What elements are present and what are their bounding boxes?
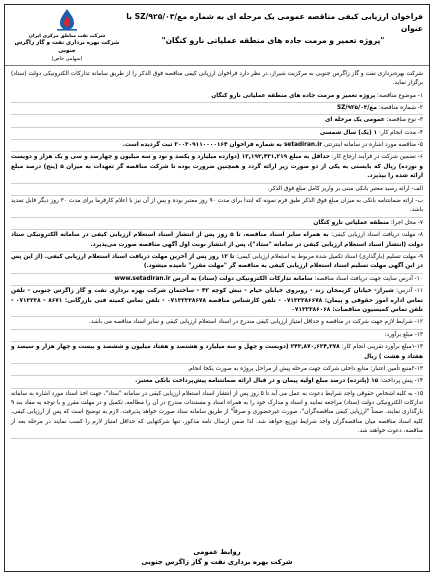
item-number: ۷ <box>419 219 423 226</box>
company-logo-block <box>11 8 123 62</box>
footer-company-name: شرکت بهره برداری نفت و گاز زاگرس جنوبی <box>141 557 293 566</box>
item-value: عمومی یک مرحله ای <box>325 117 385 124</box>
notice-item <box>11 103 423 115</box>
item-value: مع/۹۲۵/۰۳/SZ <box>336 104 377 111</box>
notice-item <box>11 330 423 342</box>
item-label: - محل اجرا: <box>390 219 420 226</box>
logo-company-line-1: شرکت نفت مناطق مرکزی ایران <box>28 34 106 39</box>
item-label: - مهلت تسلیم (بارگذاری) اسناد تکمیل شده مربوط به استعلام ارزیابی کیفی: <box>236 254 420 260</box>
item-label: - شماره مناقصه: <box>378 104 420 111</box>
notice-item <box>11 389 423 439</box>
item-value: ۲۴۳,۸۷۰,۶۲۴,۳۷۸ (دویست و چهل و سه میلیارد و هشتصد و هفتاد میلیون و ششصد و بیست و چهار هزار و سیصد و هفتاد و هشت ) ریال <box>11 344 423 360</box>
item-value: ۱ (یک) سال شمسی <box>319 129 378 136</box>
item-number: ۱-۱۳ <box>411 344 423 351</box>
notice-item <box>11 152 423 183</box>
item-value: پروژه تعمیر و مرمت جاده های منطقه عملیاتی نارو کنگان <box>211 92 376 99</box>
item-number: ۲-۱۳ <box>411 365 423 372</box>
item-number: ۱۱ <box>416 288 423 295</box>
item-number: ۲ <box>419 104 423 111</box>
notice-title <box>123 11 423 46</box>
notice-footer <box>5 547 429 567</box>
item-label: - مهلت دریافت اسناد ارزیابی کیفی: <box>331 232 420 239</box>
notice-item <box>11 91 423 103</box>
item-number: ۱ <box>419 92 423 99</box>
notice-item <box>11 115 423 127</box>
item-number: ب <box>417 198 423 205</box>
notice-item <box>11 342 423 364</box>
item-label: - نوع مناقصه: <box>386 117 420 124</box>
item-label: - پیش پرداخت: <box>380 378 417 385</box>
item-label: - ارائه رسید معتبر بانکی مبنی بر واریز کامل مبلغ فوق الذکر. <box>267 185 414 192</box>
item-value: منطقه عملیاتی نارو کنگان <box>313 219 390 226</box>
title-line-2: "پروژه تعمیر و مرمت جاده های منطقه عملیاتی نارو کنگان" <box>161 35 385 45</box>
title-line-1: فراخوان ارزیابی کیفی مناقصه عمومی یک مرحله ای به شماره مع/۹۲۵/۰۳/SZ با عنوان <box>126 12 423 33</box>
item-number: ۴ <box>419 129 423 136</box>
item-number: ۸ <box>419 232 424 239</box>
notice-item <box>11 376 423 388</box>
notice-item <box>11 274 423 286</box>
notice-items <box>11 91 423 439</box>
notice-header <box>5 5 429 66</box>
notice-item <box>11 230 423 252</box>
tender-notice <box>4 4 430 572</box>
item-label: منبع تأمین اعتبار: منابع داخلی شرکت جهت مرحله پیش از مراحل پروژه به صورت یکجا انجام. <box>187 365 412 372</box>
item-label: - آدرس: <box>396 288 417 295</box>
notice-item <box>11 140 423 152</box>
item-number: ۹ <box>419 254 424 260</box>
footer-public-relations: روابط عمومی <box>193 547 241 556</box>
notice-item <box>11 128 423 140</box>
item-number: ۱۵ <box>416 390 424 397</box>
item-label: - مبلغ برآورد: <box>384 331 417 338</box>
item-label: - مناقصه مورد اشاره در سامانه اینترنتی <box>323 142 420 149</box>
item-value: setadiran.ir به شماره فراخوان ۲۰۰۳۰۹۱۱۰۰۰۰۱۶۴ ثبت گردیده است. <box>122 142 323 149</box>
item-label: - تضمین شرکت در فرآیند ارجاع کار: <box>331 154 420 161</box>
item-value: سامانه تدارکات الکترونیکی دولت (ستاد) به آدرس www.setadiran.ir <box>114 275 313 282</box>
item-number: الف <box>413 185 423 192</box>
notice-item <box>11 317 423 329</box>
item-value: ۱۵ (پانزده) درصد مبلغ اولیه پیمان و در قبال ارائه ضمانتنامه پیش‌پرداخت بانکی معتبر. <box>135 378 379 385</box>
company-logo-icon <box>54 8 80 32</box>
item-number: ۱۲ <box>416 319 423 326</box>
item-label: - مدت انجام کار: <box>379 129 420 136</box>
item-value: حداقل به مبلغ ۱۲,۱۹۳,۴۳۱,۲۱۹ (دوازده میلیارد و یکصد و نود و سه میلیون و چهارصد و سی و یک هزار و دویست و نوزده) ریال که بایستی به یکی از دو صورت زیر ارائه گردد و همچنین ضرورت بوده تا شرکت مناقصه گر تعهدات به میزان ۵ (پنج) درصد مبلغ ارائه شده را بپذیرد. <box>11 154 423 180</box>
notice-item <box>11 364 423 376</box>
notice-item <box>11 184 423 196</box>
item-label: - ارائه ضمانتنامه بانکی به میزان مبلغ فوق الذکر طبق فرم نمونه که ابتدا برای مدت ۹۰ روز معتبر بوده و پس از آن نیز با اعلام کارفرما برای مدت ۳۰ روز دیگر قابل تمدید باشد. <box>11 198 423 214</box>
item-value: به همراه سایر اسناد مناقصه، تا ۵ روز پس از انتشار اسناد استعلام ارزیابی کیفی در سامانه الکترونیکی ستاد دولت (انتشار اسناد استعلام ارزیابی کیفی در سامانه "ستاد")، پس از انتشار نوبت اول آگهی مناقصه صورت می‌پذیرد. <box>11 232 423 248</box>
intro-paragraph: شرکت بهره‌برداری نفت و گاز زاگرس جنوبی به مرکزیت شیراز، در نظر دارد فراخوان ارزیابی کیفی مناقصه فوق الذکر را از طریق سامانه تدارکات الکترونیکی دولت (ستاد) برگزار نماید. <box>11 71 423 87</box>
item-label: - آدرس سایت جهت دریافت اسناد مناقصه: <box>314 275 417 282</box>
item-label: مبلغ برآورد تقریبی انجام کار: <box>339 344 412 351</box>
item-value: شیراز- خیابان کریمخان زند - روبروی خیابان خیام - نبش کوچه ۴۲ - ساختمان شرکت بهره برداری نفت و گاز زاگرس جنوبی - تلفن تماس اداره امور حقوقی و پیمان: ۰۷۱۳۲۳۸۶۶۷۸ - تلفن کارشناس مناقصه ۰۷۱۳۲۳۳۸۶۷۸ - تلفن تماس کمیته فنی بازرگانی: ۸۶۷۱ - ۰۷۱۳۲۳۸ - تلفن تماس کمیسیون مناقصات: ۰۷۱۳۲۳۸۶۰۶۸ <box>11 288 423 313</box>
item-number: ۶ <box>419 154 424 161</box>
item-label: - موضوع مناقصه: <box>377 92 420 99</box>
item-number: ۱۳ <box>416 331 423 338</box>
logo-company-line-3: (سهامی خاص) <box>51 55 83 62</box>
item-value: تا ۱۲ روز پس از آخرین مهلت دریافت اسناد استعلام ارزیابی کیفی. (از این پس در این آگهی مهلت تسلیم اسناد استعلام ارزیابی کیفی به مناقصه گر "مهلت مقرر" نامیده میشود.) <box>11 254 423 270</box>
notice-item <box>11 252 423 274</box>
item-number: ۳ <box>419 117 423 124</box>
item-number: ۱۴ <box>416 378 423 385</box>
notice-item <box>11 196 423 218</box>
notice-item <box>11 286 423 317</box>
logo-company-line-2: شرکت بهره برداری نفت و گاز زاگرس جنوبی <box>14 40 120 55</box>
notice-item <box>11 218 423 230</box>
item-label: - شرایط لازم جهت شرکت در مناقصه و حداقل امتیاز ارزیابی کیفی مندرج در اسناد استعلام ارزیابی کیفی و سایر اسناد مناقصه می باشد. <box>89 319 417 326</box>
item-number: ۱۰ <box>416 275 423 282</box>
item-number: ۵ <box>419 142 423 149</box>
item-label: - به کلیه اشخاص حقوقی واجد شرایط دعوت به عمل می آید تا ۵ روز پس از انتشار اسناد استعلام ارزیابی کیفی در سامانه "ستاد"، جهت اخذ اسناد مورد اشاره به سامانه تدارکات الکترونیکی دولت (ستاد) مراجعه نمایند و اسناد و مدارک خود را به همراه اسناد و مستندات مندرج در آن را مطالعه، تکمیل و در مهلت مقرر و با توجه به مفاد بند ۹ بارگذاری نمایند. ضمناً "ارزیابی کیفی مناقصه‌گران"، صورت غیرحضوری و صرفاً" از طریق سامانه ستاد صورت خواهد پذیرفت. لازم به توضیح است که پس از ارزیابی کیفی، کلیه اسناد مناقصه میان مناقصه‌گران واجد شرایط توزیع خواهد شد. لذا ضمن ارسال نامه مذکور، تنها شرکتهایی که حداقل امتیاز لازم را کسب نمایند در مرحله بعد از مناقصه، دعوت خواهند شد. <box>11 390 423 435</box>
